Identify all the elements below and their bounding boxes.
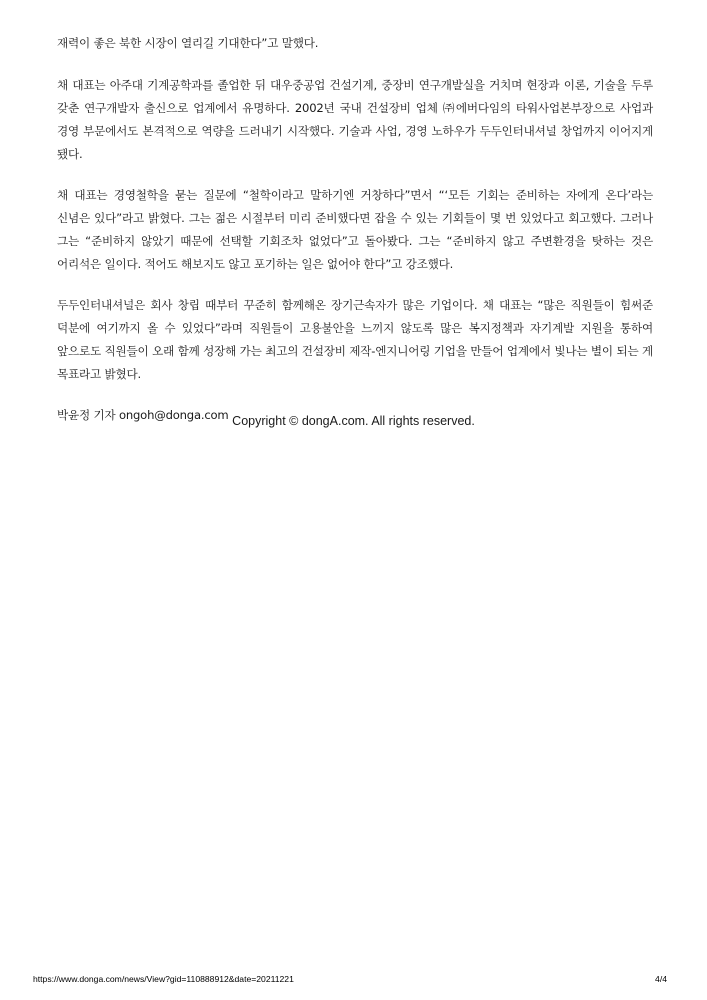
article-paragraph: 두두인터내셔널은 회사 창립 때부터 꾸준히 함께해온 장기근속자가 많은 기업이다. 채 대표는 “많은 직원들이 힘써준 덕분에 여기까지 올 수 있었다”라며 직원들이 고용불안을 느끼지 않도록 많은 복지정책과 자기계발 지원을 통하여 앞으로도 직원들이 오래 함께 성장해 가는 최고의 건설장비 제작-엔지니어링 기업을 만들어 업계에서 빛나는 별이 되는 게 목표라고 밝혔다. bbox=[57, 298, 653, 381]
print-footer bbox=[33, 974, 667, 984]
article-paragraph: 채 대표는 경영철학을 묻는 질문에 “철학이라고 말하기엔 거창하다”면서 “‘모든 기회는 준비하는 자에게 온다’라는 신념은 있다”라고 밝혔다. 그는 젊은 시절부터 미리 준비했다면 잡을 수 있는 기회들이 몇 번 있었다고 회고했다. 그러나 그는 “준비하지 않았기 때문에 선택할 기회조차 없었다”고 돌아봤다. 그는 “준비하지 않고 주변환경을 탓하는 것은 어리석은 일이다. 적어도 해보지도 않고 포기하는 일은 없어야 한다”고 강조했다. bbox=[57, 188, 653, 271]
article-paragraph: 재력이 좋은 북한 시장이 열리길 기대한다”고 말했다. bbox=[57, 36, 319, 50]
page-url-link[interactable]: https://www.donga.com/news/View?gid=110888912&date=20211221 bbox=[33, 974, 294, 984]
article-paragraph: 채 대표는 아주대 기계공학과를 졸업한 뒤 대우중공업 건설기계, 중장비 연구개발실을 거치며 현장과 이론, 기술을 두루 갖춘 연구개발자 출신으로 업계에서 유명하다. 2002년 국내 건설장비 업체 ㈜에버다임의 타워사업본부장으로 사업과 경영 부문에서도 본격적으로 역량을 드러내기 시작했다. 기술과 사업, 경영 노하우가 두두인터내셔널 창업까지 이어지게 됐다. bbox=[57, 78, 653, 161]
reporter-byline: 박윤정 기자 ongoh@donga.com bbox=[57, 408, 229, 422]
copyright-notice: Copyright © dongA.com. All rights reserved. bbox=[232, 414, 475, 428]
article-body bbox=[57, 32, 653, 427]
page-number: 4/4 bbox=[655, 974, 667, 984]
